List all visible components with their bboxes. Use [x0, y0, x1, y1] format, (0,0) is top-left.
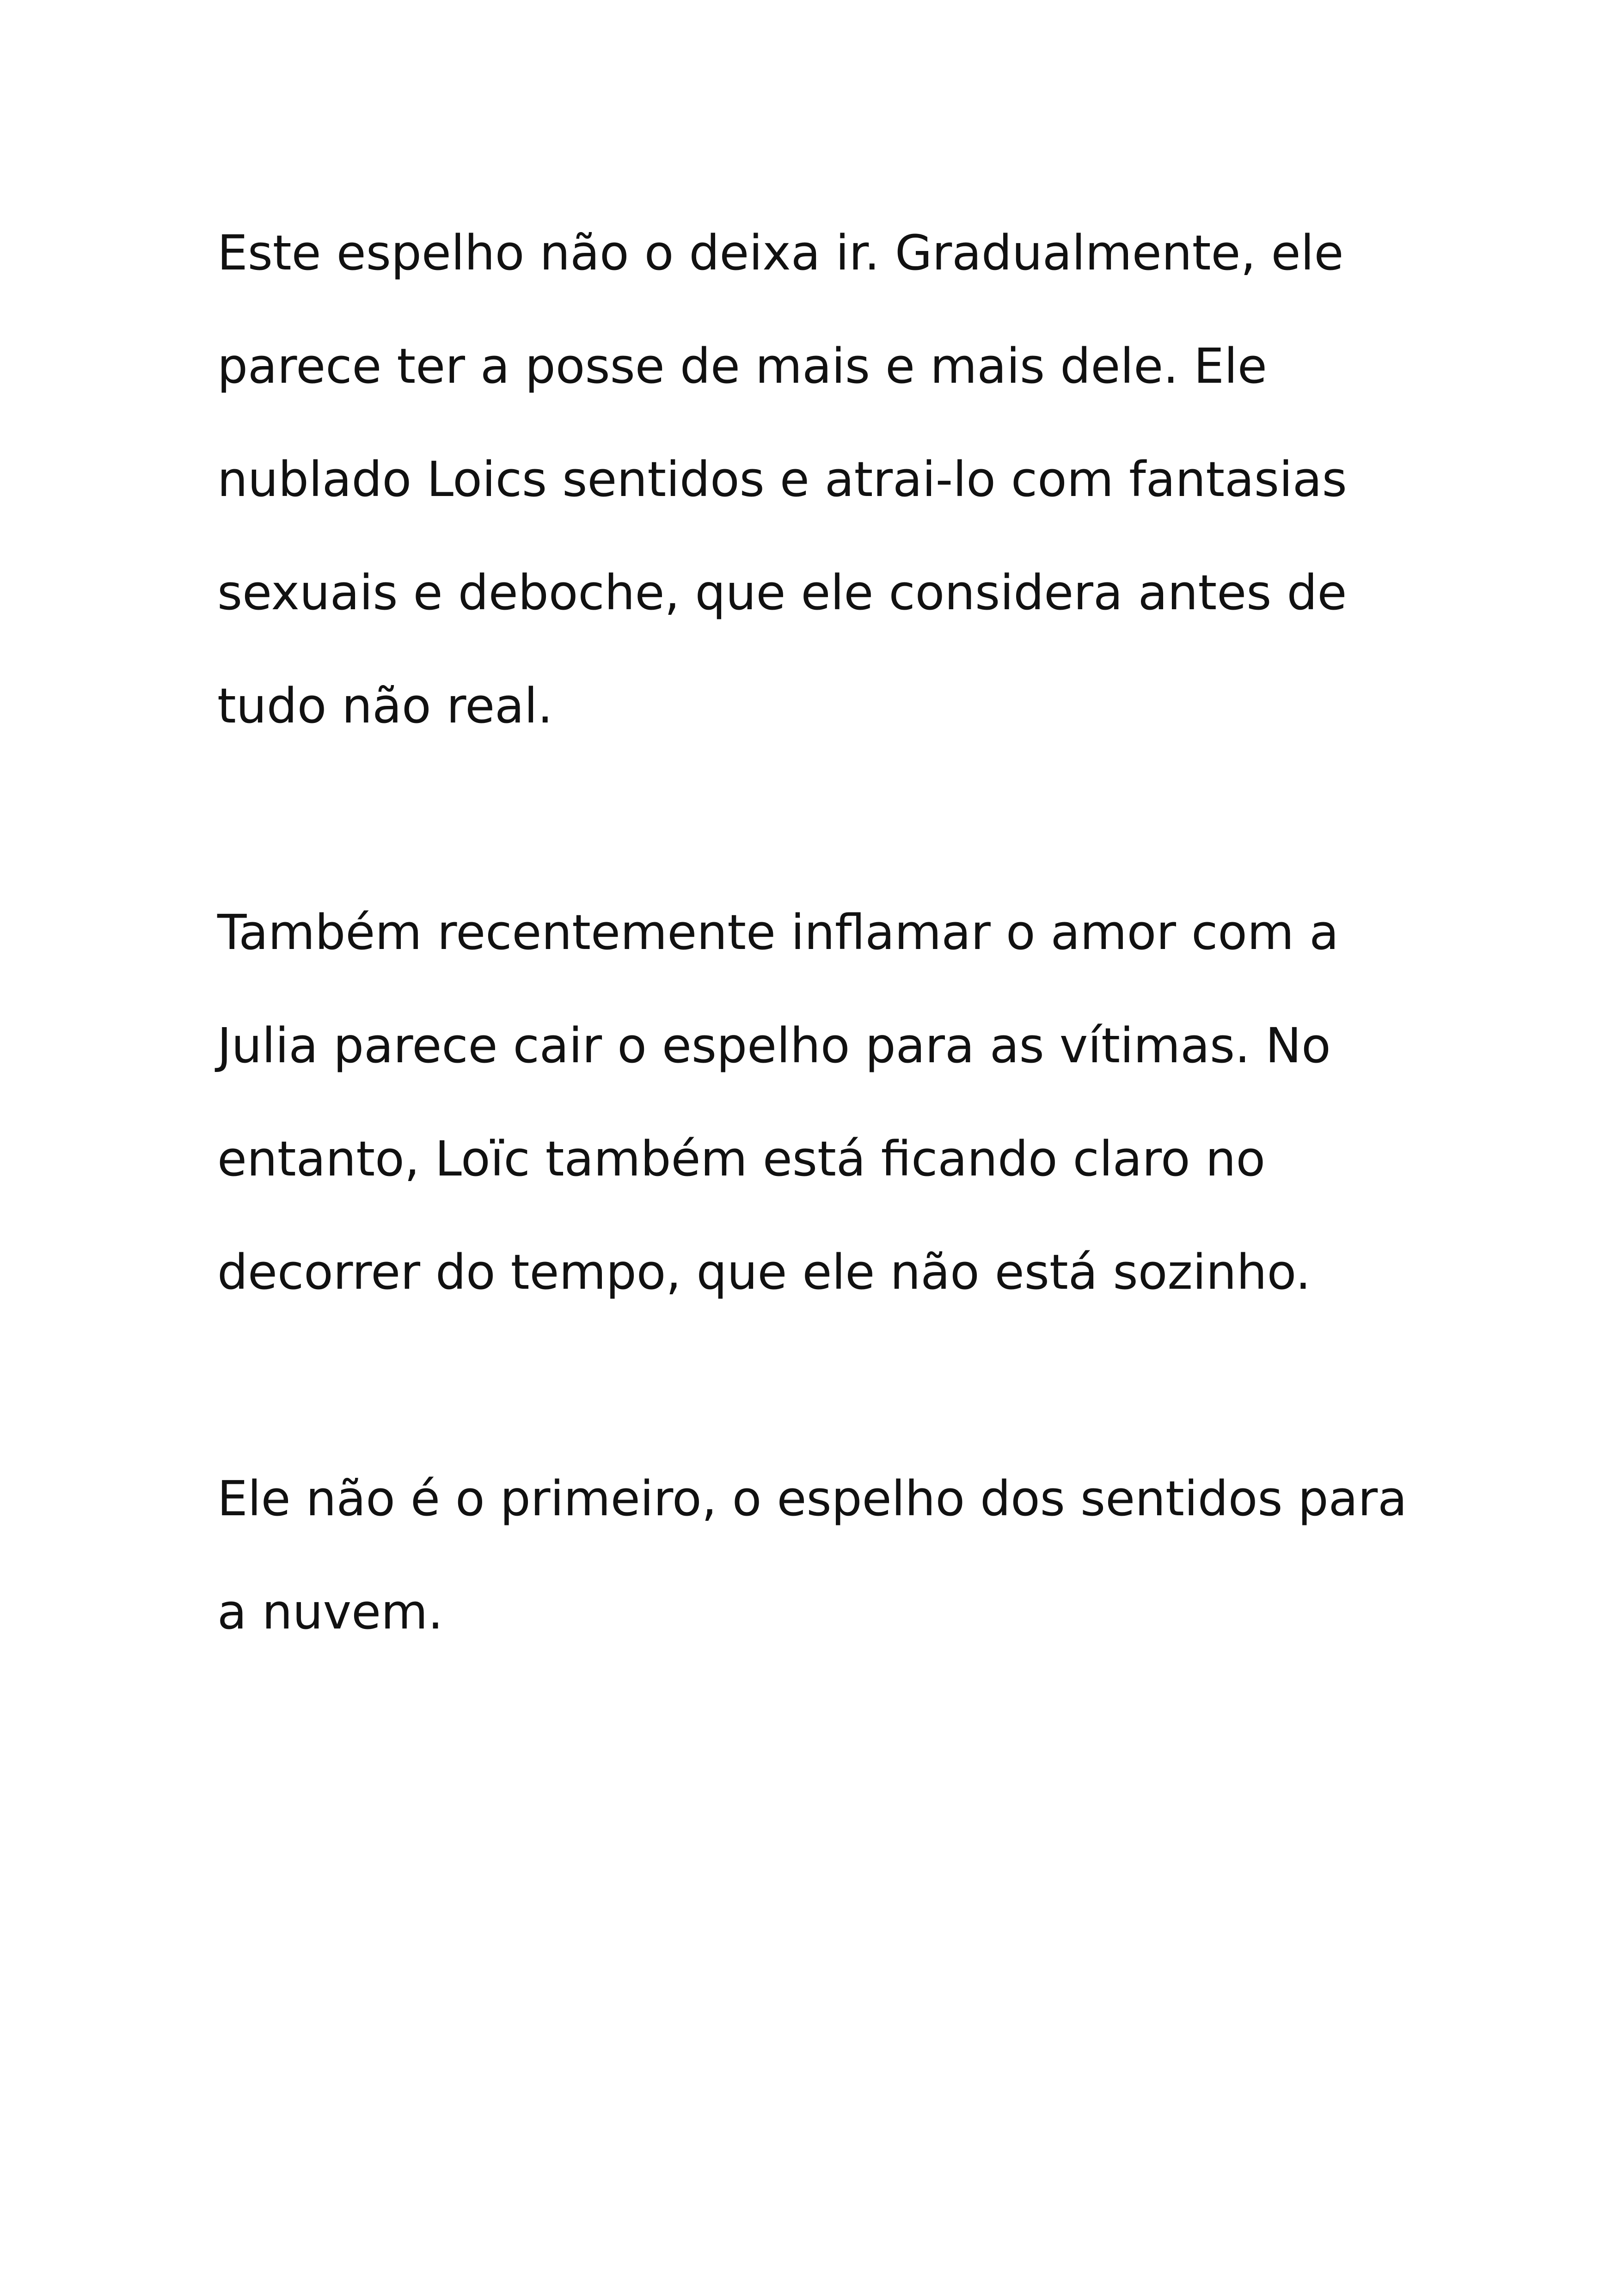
text-line: Este espelho não o deixa ir. Gradualmente, ele [217, 225, 1344, 281]
text-line: Ele não é o primeiro, o espelho dos sentidos para [217, 1470, 1407, 1527]
text-line: Julia parece cair o espelho para as vítimas. No [217, 1017, 1331, 1074]
text-line: parece ter a posse de mais e mais dele. Ele [217, 338, 1267, 394]
text-line: Também recentemente inflamar o amor com a [217, 904, 1339, 961]
text-line: decorrer do tempo, que ele não está sozinho. [217, 1244, 1311, 1300]
text-line: tudo não real. [217, 678, 553, 734]
text-line: sexuais e deboche, que ele considera antes de [217, 564, 1347, 621]
text-line: a nuvem. [217, 1584, 443, 1640]
text-line: entanto, Loïc também está ficando claro no [217, 1131, 1266, 1187]
text-line: nublado Loics sentidos e atrai-lo com fantasias [217, 451, 1347, 508]
